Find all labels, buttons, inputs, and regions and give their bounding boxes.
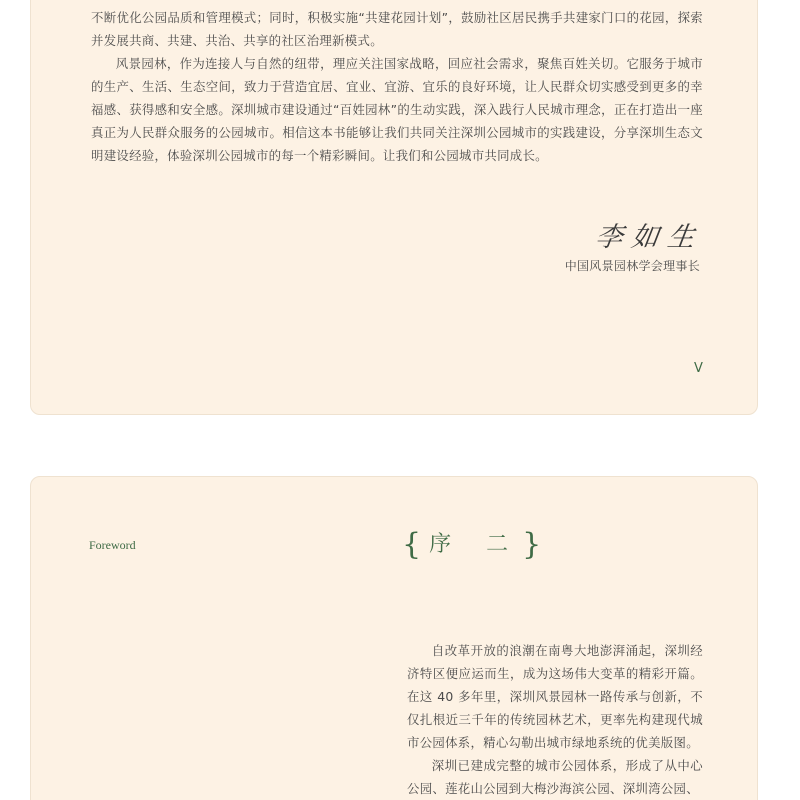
preface-one-body [91,6,703,167]
title-open-brace: { [402,527,422,562]
section-title [402,528,541,562]
paragraph: 风景园林，作为连接人与自然的纽带，理应关注国家战略，回应社会需求，聚焦百姓关切。它服务于城市的生产、生活、生态空间，致力于营造宜居、宜业、宜游、宜乐的良好环境，让人民群众切实感受到更多的幸福感、获得感和安全感。深圳城市建设通过“百姓园林”的生动实践，深入践行人民城市理念，正在打造出一座真正为人民群众服务的公园城市。相信这本书能够让我们共同关注深圳公园城市的实践建设，分享深圳生态文明建设经验，体验深圳公园城市的每一个精彩瞬间。让我们和公园城市共同成长。 [91,56,703,163]
page-number: V [694,361,703,376]
author-title: 中国风景园林学会理事长 [564,259,700,273]
author-signature: 李如生 [593,222,706,253]
paragraph: 不断优化公园品质和管理模式；同时，积极实施“共建花园计划”，鼓励社区居民携手共建家门口的花园，探索并发展共商、共建、共治、共享的社区治理新模式。 [91,10,703,48]
title-text: 序 二 [429,532,523,557]
paragraph: 自改革开放的浪潮在南粤大地澎湃涌起，深圳经济特区便应运而生，成为这场伟大变革的精彩开篇。在这 40 多年里，深圳风景园林一路传承与创新，不仅扎根近三千年的传统园林艺术，更率先构建现代城市公园体系，精心勾勒出城市绿地系统的优美版图。 [407,643,703,750]
preface-one-card [30,0,758,415]
preface-two-body [407,639,703,800]
paragraph: 深圳已建成完整的城市公园体系，形成了从中心公园、莲花山公园到大梅沙海滨公园、深圳湾公园、 [407,758,703,796]
title-close-brace: } [522,527,542,562]
foreword-label: Foreword [89,538,136,552]
preface-two-card [30,476,758,800]
